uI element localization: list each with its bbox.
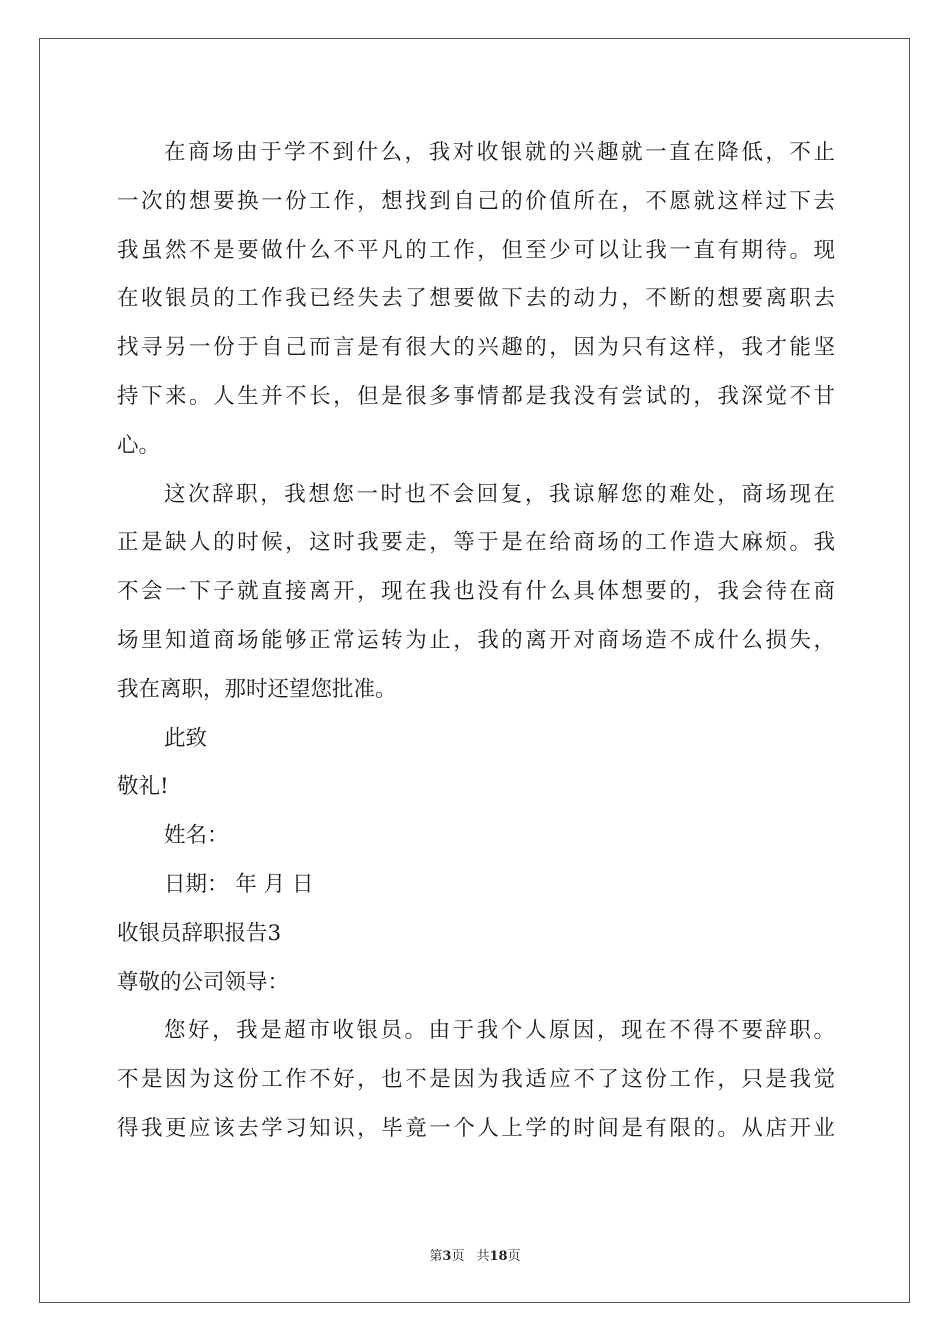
text-line: 心。 bbox=[117, 432, 161, 458]
footer-page-number: 3 bbox=[442, 1249, 452, 1264]
signature-date bbox=[117, 861, 835, 910]
text-line: 敬礼! bbox=[117, 774, 169, 800]
closing-jingli bbox=[117, 763, 835, 812]
report-title bbox=[117, 910, 835, 959]
closing-cizhi bbox=[117, 715, 835, 764]
text-line: 在收银员的工作我已经失去了想要做下去的动力，不断的想要离职去 bbox=[117, 286, 835, 312]
footer-total-pages: 18 bbox=[489, 1249, 508, 1264]
text-line: 收银员辞职报告3 bbox=[117, 920, 282, 946]
text-line: 得我更应该去学习知识，毕竟一个人上学的时间是有限的。从店开业 bbox=[117, 1115, 835, 1141]
footer-total-prefix: 共 bbox=[476, 1249, 490, 1264]
text-line: 尊敬的公司领导： bbox=[117, 969, 290, 995]
text-line: 不是因为这份工作不好，也不是因为我适应不了这份工作，只是我觉 bbox=[117, 1067, 835, 1093]
text-line: 姓名： bbox=[164, 823, 229, 849]
text-line: 场里知道商场能够正常运转为止，我的离开对商场造不成什么损失， bbox=[117, 627, 835, 653]
footer-total-suffix: 页 bbox=[507, 1249, 521, 1264]
text-line: 找寻另一份于自己而言是有很大的兴趣的，因为只有这样，我才能坚 bbox=[117, 335, 835, 361]
paragraph-intro bbox=[117, 1007, 835, 1153]
text-line: 这次辞职，我想您一时也不会回复，我谅解您的难处，商场现在 bbox=[164, 481, 835, 507]
footer-page-suffix: 页 bbox=[451, 1249, 465, 1264]
signature-name bbox=[117, 812, 835, 861]
text-line: 一次的想要换一份工作，想找到自己的价值所在，不愿就这样过下去 bbox=[117, 188, 835, 214]
text-line: 此致 bbox=[164, 725, 208, 751]
text-line: 您好，我是超市收银员。由于我个人原因，现在不得不要辞职。 bbox=[164, 1018, 835, 1044]
footer-page-prefix: 第 bbox=[429, 1249, 443, 1264]
page-footer bbox=[0, 1245, 950, 1264]
text-line: 我在离职，那时还望您批准。 bbox=[117, 676, 397, 702]
document-body bbox=[117, 129, 835, 1154]
salutation bbox=[117, 959, 835, 1008]
text-line: 正是缺人的时候，这时我要走，等于是在给商场的工作造大麻烦。我 bbox=[117, 530, 835, 556]
paragraph-interest bbox=[117, 129, 835, 471]
text-line: 在商场由于学不到什么，我对收银就的兴趣就一直在降低，不止 bbox=[164, 140, 835, 165]
text-line: 我虽然不是要做什么不平凡的工作，但至少可以让我一直有期待。现 bbox=[117, 237, 835, 263]
text-line: 不会一下子就直接离开，现在我也没有什么具体想要的，我会待在商 bbox=[117, 579, 835, 605]
text-line: 日期： 年 月 日 bbox=[164, 871, 314, 897]
text-line: 持下来。人生并不长，但是很多事情都是我没有尝试的，我深觉不甘 bbox=[117, 383, 835, 409]
paragraph-resignation bbox=[117, 471, 835, 715]
